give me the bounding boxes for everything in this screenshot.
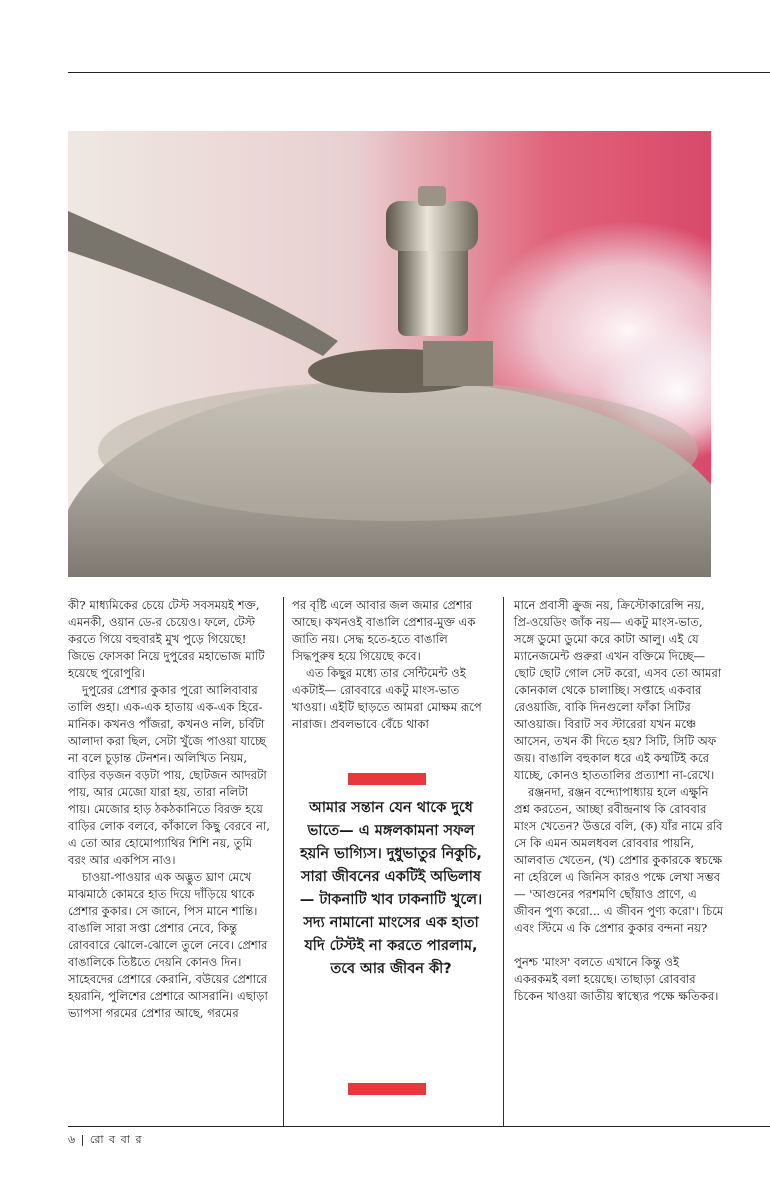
column-3 [514, 597, 724, 1005]
pressure-cooker-photo [68, 131, 711, 577]
top-rule [68, 72, 770, 73]
red-bar-bottom [348, 1083, 426, 1095]
pressure-cooker-icon [68, 131, 711, 577]
page-footer: ৬ | রো ব বা র [68, 1133, 143, 1146]
paragraph: দুপুরের প্রেশার কুকার পুরো আলিবাবার তালি গুহা। এক-এক হাতায় এক-এক হিরে-মানিক। কখনও পাঁজরা, কখনও নলি, চর্বিটা আলাদা করা ছিল, সেটা খুঁজে পাওয়া যাচ্ছে না বলে চূড়ান্ত টেনশন। অলিখিত নিয়ম, বাড়ির বড়জন বড়টা পায়, ছোটজন আদরটা পায়, আর মেজো যারা হয়, তারা নলিটা পায়। মেজোর হাড় ঠকঠকানিতে বিরক্ত হয়ে বাড়ির লোক বলবে, কাঁকালে কিছু বেরবে না, এ তো আর হোমোপ্যাথির শিশি নয়, তুমি বরং আর একপিস নাও। [68, 683, 270, 867]
column-1 [68, 597, 273, 1022]
pull-quote [292, 745, 489, 1085]
bottom-rule [68, 1126, 770, 1127]
red-bar-top [348, 773, 426, 785]
paragraph: মানে প্রবাসী ক্রুজ নয়, ক্রিস্টোকারেন্সি নয়, প্রি-ওয়েডিং জাঁক নয়— একটু মাংস-ভাত, সঙ্গে ডুমো ডুমো করে কাটা আলু। এই যে ম্যানেজমেন্ট গুরুরা এখন বক্তিমে দিচ্ছে— ছোট ছোট গোল সেট করো, এসব তো আমরা কোনকাল থেকে চালাচ্ছি। সপ্তাহে একবার রেওয়াজি, বাকি দিনগুলো ফাঁকা সিটির আওয়াজ। বিরাট সব স্টারেরা যখন মঞ্চে আসেন, তখন কী দিতে হয়? সিটি, সিটি অফ জয়। বাঙালি বহুকাল ধরে এই কম্মটিই করে যাচ্ছে, কোনও হাততালির প্রত্যাশা না-রেখে। [514, 598, 722, 782]
paragraph: এত কিছুর মধ্যে তার সেন্টিমেন্ট ওই একটাই— রোববারে একটু মাংস-ভাত খাওয়া। এইটি ছাড়তে আমরা মোক্ষম রূপে নারাজ। প্রবলভাবে বেঁচে থাকা [292, 666, 482, 731]
paragraph: চাওয়া-পাওয়ার এক অদ্ভুত ঘ্রাণ মেখে মাঝমাঠে কোমরে হাত দিয়ে দাঁড়িয়ে থাকে প্রেশার কুকার। সে জানে, পিস মানে শান্তি। বাঙালি সারা সপ্তা প্রেশার নেবে, কিন্তু রোববারে ঝোলে-ঝোলে তুলে নেবে। প্রেশার বাঙালিকে তিষ্টতে দেয়নি কোনও দিন। সাহেবদের প্রেশারে কেরানি, বউয়ের প্রেশারে হয়রানি, পুলিশের প্রেশারে আসরানি। এছাড়া ভ্যাপসা গরমের প্রেশার আছে, গরমের [68, 870, 268, 1020]
column-divider [503, 597, 504, 1127]
paragraph: রঞ্জনদা, রঞ্জন বন্দ্যোপাধ্যায় হলে এক্ষুনি প্রশ্ন করতেন, আচ্ছা রবীন্দ্রনাথ কি রোববার মাংস খেতেন? উত্তরে বলি, (ক) যাঁর নামে রবি সে কি এমন অমলধবল রোববার পায়নি, আলবাত খেতেন, (খ) প্রেশার কুকারকে স্বচক্ষে না হেরিলে এ জিনিস কারও পক্ষে লেখা সম্ভব— 'আগুনের পরশমণি ছোঁয়াও প্রাণে, এ জীবন পুণ্য করো... এ জীবন পুণ্য করো'। চিমে এবং স্টিমে এ কি প্রেশার কুকার বন্দনা নয়? [514, 785, 724, 935]
column-divider [283, 597, 284, 1127]
pull-quote-text: আমার সন্তান যেন থাকে দুধে ভাতে— এ মঙ্গলকামনা সফল হয়নি ভাগ্যিস। দুধুভাতুর নিকুচি, সারা জীবনের একটিই অভিলাষ— টাকনাটি খাব ঢাকনাটি খুলে। সদ্য নামানো মাংসের এক হাতা যদি টেস্টই না করতে পারলাম, তবে আর জীবন কী? [299, 800, 483, 977]
paragraph: পুনশ্চ 'মাংস' বলতে এখানে কিন্তু ওই একরকমই বলা হয়েছে। তাছাড়া রোববার চিকেন খাওয়া জাতীয় স্বাস্থ্যের পক্ষে ক্ষতিকর। [514, 955, 719, 1003]
paragraph: পর বৃষ্টি এলে আবার জল জমার প্রেশার আছে। কখনওই বাঙালি প্রেশার-মুক্ত এক জাতি নয়। সেদ্ধ হতে-হতে বাঙালি সিদ্ধপুরুষ হয়ে গিয়েছে কবে। [292, 598, 476, 663]
column-2 [292, 597, 487, 733]
paragraph: কী? মাধ্যমিকের চেয়ে টেস্ট সবসময়ই শক্ত, এমনকী, ওয়ান ডে-র চেয়েও। ফলে, টেস্ট করতে গিয়ে বহুবারই মুখ পুড়ে গিয়েছে! জিভে ফোসকা নিয়ে দুপুরের মহাভোজ মাটি হয়েছে পুরোপুরি। [68, 598, 265, 680]
